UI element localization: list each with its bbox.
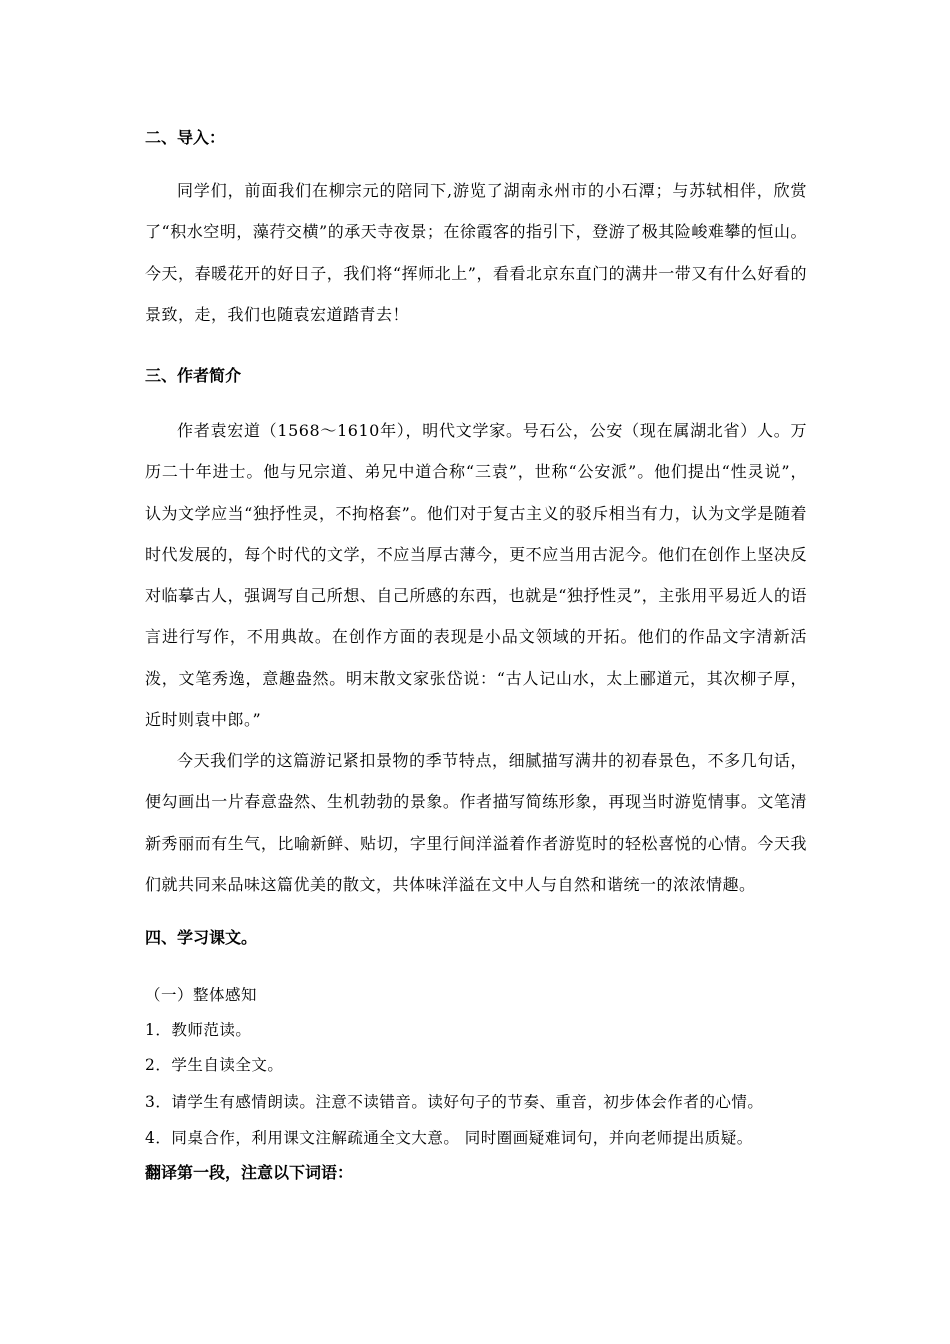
lesson-overview-paragraph: 今天我们学的这篇游记紧扣景物的季节特点，细腻描写满井的初春景色，不多几句话，便勾画出一片春意盎然、生机勃勃的景象。作者描写简练形象，再现当时游览情事。文笔清新秀丽而有生气，比喻新鲜、贴切，字里行间洋溢着作者游览时的轻松喜悦的心情。今天我们就共同来品味这篇优美的散文，共体味洋溢在文中人与自然和谐统一的浓浓情趣。 [145, 751, 807, 894]
list-item: 2．学生自读全文。 [145, 1056, 284, 1074]
translate-heading: 翻译第一段，注意以下词语： [145, 1163, 354, 1182]
list-item: 1．教师范读。 [145, 1021, 252, 1039]
section-heading-author: 三、作者简介 [145, 366, 242, 385]
intro-paragraph: 同学们，前面我们在柳宗元的陪同下,游览了湖南永州市的小石潭；与苏轼相伴，欣赏了“积水空明，藻荇交横”的承天寺夜景；在徐霞客的指引下，登游了极其险峻难攀的恒山。今天，春暖花开的好日子，我们将“挥师北上”，看看北京东直门的满井一带又有什么好看的景致，走，我们也随袁宏道踏青去！ [145, 181, 807, 324]
author-paragraph: 作者袁宏道（1568～1610年），明代文学家。号石公，公安（现在属湖北省）人。万历二十年进士。他与兄宗道、弟兄中道合称“三袁”，世称“公安派”。他们提出“性灵说”，认为文学应当“独抒性灵，不拘格套”。他们对于复古主义的驳斥相当有力，认为文学是随着时代发展的，每个时代的文学，不应当厚古薄今，更不应当用古泥今。他们在创作上坚决反对临摹古人，强调写自己所想、自己所感的东西，也就是“独抒性灵”，主张用平易近人的语言进行写作，不用典故。在创作方面的表现是小品文领域的开拓。他们的作品文字清新活泼，文笔秀逸，意趣盎然。明末散文家张岱说：“古人记山水，太上郦道元，其次柳子厚，近时则袁中郎。” [145, 421, 807, 730]
list-item: 3．请学生有感情朗读。注意不读错音。读好句子的节奏、重音，初步体会作者的心情。 [145, 1093, 764, 1111]
list-item: 4．同桌合作，利用课文注解疏通全文大意。 同时圈画疑难词句，并向老师提出质疑。 [145, 1129, 753, 1147]
subheading-overall: （一）整体感知 [145, 986, 258, 1004]
section-heading-study: 四、学习课文。 [145, 928, 258, 947]
section-heading-intro: 二、导入： [145, 128, 226, 147]
